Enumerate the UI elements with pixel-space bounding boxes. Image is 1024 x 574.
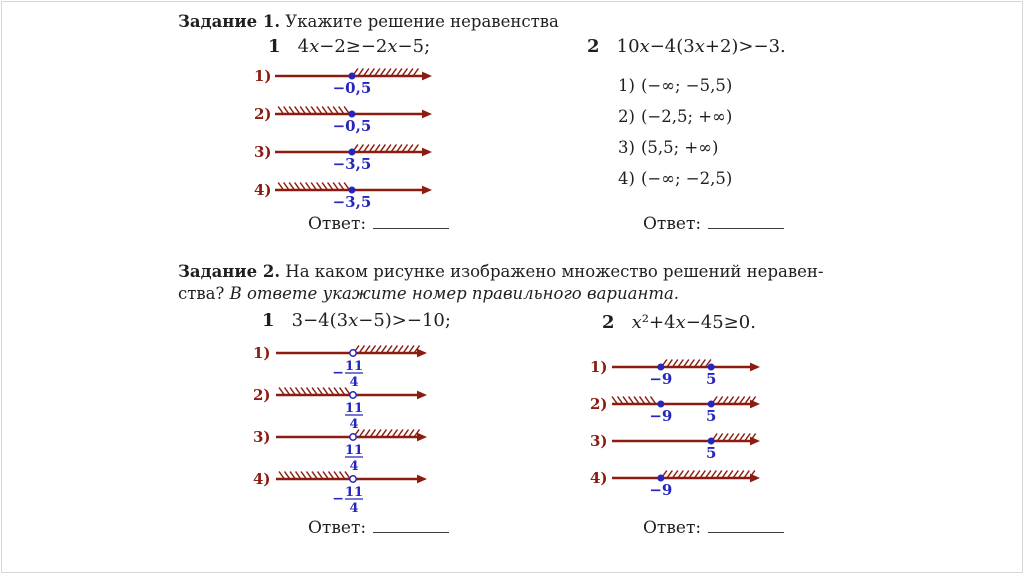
hatch-tick xyxy=(387,430,392,437)
hatch-tick xyxy=(369,145,374,152)
number-line-row-1 xyxy=(250,344,450,388)
hatch-tick xyxy=(296,388,301,395)
hatch-tick xyxy=(365,346,370,353)
option-4 xyxy=(618,163,732,194)
task1-problem2-options xyxy=(618,70,732,194)
hatch-tick xyxy=(695,360,700,367)
task2-problem2-answer-label: Ответ: xyxy=(643,518,702,538)
hatch-tick xyxy=(734,434,739,441)
hatch-tick xyxy=(386,145,391,152)
hatch-tick xyxy=(711,471,716,478)
hatch-tick xyxy=(689,471,694,478)
hatch-tick xyxy=(364,145,369,152)
hatch-tick xyxy=(722,471,727,478)
task2-problem1-answer-label: Ответ: xyxy=(308,518,367,538)
hatch-tick xyxy=(397,145,402,152)
arrowhead-icon xyxy=(417,349,427,358)
hatch-tick xyxy=(345,472,350,479)
hatch-tick xyxy=(371,430,376,437)
hatch-tick xyxy=(612,397,617,404)
number-line-row-3 xyxy=(250,428,450,472)
hatch-tick xyxy=(284,107,289,114)
point-label: −0,5 xyxy=(332,79,372,97)
hatch-tick xyxy=(640,397,645,404)
fraction-sign: − xyxy=(332,491,345,507)
hatch-tick xyxy=(667,471,672,478)
hatch-tick xyxy=(700,360,705,367)
hatch-tick xyxy=(404,430,409,437)
number-line-row-2 xyxy=(251,100,451,140)
task1-problem2-answer xyxy=(643,213,784,234)
hatch-tick xyxy=(744,471,749,478)
hatch-tick xyxy=(295,107,300,114)
hatch-tick xyxy=(629,397,634,404)
option-1-text: (−∞; −5,5) xyxy=(640,76,733,95)
hatch-tick xyxy=(380,69,385,76)
number-line-row-1 xyxy=(251,62,451,102)
hatch-tick xyxy=(382,346,387,353)
task2-heading xyxy=(178,261,823,304)
option-3-label: 3) xyxy=(618,138,635,157)
option-2 xyxy=(618,101,732,132)
fraction-numerator: 11 xyxy=(344,485,364,500)
hatch-tick xyxy=(718,397,723,404)
hatch-tick xyxy=(408,69,413,76)
hatch-tick xyxy=(734,397,739,404)
task1-problem2-equation xyxy=(587,36,786,57)
task1-problem1-answer-label: Ответ: xyxy=(308,214,367,234)
number-line-row-3 xyxy=(588,430,773,467)
arrowhead-icon xyxy=(422,72,432,81)
row-label: 2) xyxy=(253,386,271,404)
point-label: 5 xyxy=(705,370,717,388)
hatch-tick xyxy=(718,434,723,441)
hatch-tick xyxy=(729,434,734,441)
row-label: 3) xyxy=(254,143,272,161)
hatch-tick xyxy=(634,397,639,404)
hatch-tick xyxy=(409,346,414,353)
hatch-tick xyxy=(618,397,623,404)
task1-heading-number: Задание 1. xyxy=(178,12,281,31)
option-2-text: (−2,5; +∞) xyxy=(640,107,733,126)
option-2-label: 2) xyxy=(618,107,635,126)
row-label: 2) xyxy=(590,395,608,413)
open-point-marker xyxy=(350,434,356,440)
hatch-tick xyxy=(729,397,734,404)
hatch-tick xyxy=(279,388,284,395)
number-line-row-2 xyxy=(250,386,450,430)
hatch-tick xyxy=(375,145,380,152)
task2-heading-text-line2: ства? xyxy=(178,283,230,303)
hatch-tick xyxy=(745,397,750,404)
hatch-tick xyxy=(312,472,317,479)
hatch-tick xyxy=(364,69,369,76)
hatch-tick xyxy=(333,107,338,114)
option-3 xyxy=(618,132,732,163)
hatch-tick xyxy=(334,472,339,479)
hatch-tick xyxy=(678,471,683,478)
hatch-tick xyxy=(413,69,418,76)
hatch-tick xyxy=(689,360,694,367)
nl-group-t2p1 xyxy=(250,344,450,516)
task2-problem1-answer xyxy=(308,517,449,538)
point-label: 5 xyxy=(705,407,717,425)
hatch-tick xyxy=(391,145,396,152)
hatch-tick xyxy=(728,471,733,478)
hatch-tick xyxy=(340,388,345,395)
hatch-tick xyxy=(339,183,344,190)
hatch-tick xyxy=(387,346,392,353)
task1-problem2-number: 2 xyxy=(587,36,600,57)
hatch-tick xyxy=(391,69,396,76)
task2-problem2-number: 2 xyxy=(602,312,615,333)
task2-heading-text-line1: На каком рисунке изображено множество решений неравен- xyxy=(280,262,824,281)
hatch-tick xyxy=(328,183,333,190)
task1-problem1-number: 1 xyxy=(268,36,281,57)
task1-problem2-answer-blank[interactable] xyxy=(708,213,784,229)
arrowhead-icon xyxy=(422,110,432,119)
hatch-tick xyxy=(290,472,295,479)
hatch-tick xyxy=(740,434,745,441)
hatch-tick xyxy=(623,397,628,404)
hatch-tick xyxy=(365,430,370,437)
point-label: −9 xyxy=(649,481,673,499)
task2-heading-number: Задание 2. xyxy=(178,262,281,281)
fraction-denominator: 4 xyxy=(349,501,359,516)
hatch-tick xyxy=(340,472,345,479)
task2-heading-text-italic: В ответе укажите номер правильного варианта. xyxy=(229,283,680,303)
hatch-tick xyxy=(402,145,407,152)
nl-group-t2p2 xyxy=(588,356,773,504)
option-1 xyxy=(618,70,732,101)
fraction-numerator: 11 xyxy=(344,359,364,374)
hatch-tick xyxy=(404,346,409,353)
open-point-marker xyxy=(350,476,356,482)
task1-problem2-expression: 10x−4(3x+2)>−3. xyxy=(616,36,786,57)
task1-problem1-answer xyxy=(308,213,449,234)
hatch-tick xyxy=(358,145,363,152)
row-label: 1) xyxy=(590,358,608,376)
hatch-tick xyxy=(323,388,328,395)
hatch-tick xyxy=(290,388,295,395)
point-label: 5 xyxy=(705,444,717,462)
hatch-tick xyxy=(375,69,380,76)
hatch-tick xyxy=(306,183,311,190)
hatch-tick xyxy=(295,183,300,190)
fraction-denominator: 4 xyxy=(349,375,359,390)
hatch-tick xyxy=(333,183,338,190)
fraction-denominator: 4 xyxy=(349,459,359,474)
number-line-row-1 xyxy=(588,356,773,393)
task2-problem1-answer-blank[interactable] xyxy=(373,517,449,533)
hatch-tick xyxy=(398,346,403,353)
arrowhead-icon xyxy=(417,391,427,400)
hatch-tick xyxy=(329,388,334,395)
hatch-tick xyxy=(318,472,323,479)
option-3-text: (5,5; +∞) xyxy=(640,138,719,157)
hatch-tick xyxy=(307,388,312,395)
hatch-tick xyxy=(323,472,328,479)
task2-problem2-answer xyxy=(643,517,784,538)
row-label: 4) xyxy=(254,181,272,199)
row-label: 3) xyxy=(590,432,608,450)
task1-heading xyxy=(178,11,559,33)
hatch-tick xyxy=(339,107,344,114)
row-label: 2) xyxy=(254,105,272,123)
option-1-label: 1) xyxy=(618,76,635,95)
task2-problem2-answer-blank[interactable] xyxy=(708,517,784,533)
hatch-tick xyxy=(645,397,650,404)
task2-problem2-equation xyxy=(602,312,756,333)
point-label: −9 xyxy=(649,407,673,425)
number-line-row-2 xyxy=(588,393,773,430)
hatch-tick xyxy=(695,471,700,478)
row-label: 1) xyxy=(254,67,272,85)
option-4-label: 4) xyxy=(618,169,635,188)
arrowhead-icon xyxy=(750,437,760,446)
open-point-marker xyxy=(350,392,356,398)
hatch-tick xyxy=(301,388,306,395)
hatch-tick xyxy=(328,107,333,114)
arrowhead-icon xyxy=(422,148,432,157)
hatch-tick xyxy=(279,472,284,479)
hatch-tick xyxy=(740,397,745,404)
hatch-tick xyxy=(317,107,322,114)
point-label: −3,5 xyxy=(332,193,372,211)
arrowhead-icon xyxy=(417,475,427,484)
row-label: 4) xyxy=(590,469,608,487)
task2-problem1-number: 1 xyxy=(262,310,275,331)
task1-problem1-equation xyxy=(268,36,430,57)
number-line-row-4 xyxy=(251,176,451,216)
hatch-tick xyxy=(380,145,385,152)
hatch-tick xyxy=(360,430,365,437)
hatch-tick xyxy=(376,430,381,437)
hatch-tick xyxy=(278,107,283,114)
hatch-tick xyxy=(334,388,339,395)
task2-problem2-expression: x²+4x−45≥0. xyxy=(631,312,756,333)
hatch-tick xyxy=(739,471,744,478)
hatch-tick xyxy=(285,388,290,395)
hatch-tick xyxy=(700,471,705,478)
hatch-tick xyxy=(344,107,349,114)
hatch-tick xyxy=(673,471,678,478)
hatch-tick xyxy=(300,107,305,114)
hatch-tick xyxy=(317,183,322,190)
arrowhead-icon xyxy=(750,363,760,372)
hatch-tick xyxy=(306,107,311,114)
hatch-tick xyxy=(382,430,387,437)
fraction-sign: − xyxy=(332,365,345,381)
hatch-tick xyxy=(393,430,398,437)
point-label: −3,5 xyxy=(332,155,372,173)
hatch-tick xyxy=(307,472,312,479)
hatch-tick xyxy=(684,360,689,367)
hatch-tick xyxy=(408,145,413,152)
hatch-tick xyxy=(344,183,349,190)
number-line-row-4 xyxy=(250,470,450,514)
hatch-tick xyxy=(312,388,317,395)
hatch-tick xyxy=(371,346,376,353)
nl-group-t1p1 xyxy=(251,62,451,214)
hatch-tick xyxy=(402,69,407,76)
open-point-marker xyxy=(350,350,356,356)
hatch-tick xyxy=(301,472,306,479)
task2-problem1-equation xyxy=(262,310,451,331)
hatch-tick xyxy=(678,360,683,367)
row-label: 3) xyxy=(253,428,271,446)
hatch-tick xyxy=(386,69,391,76)
hatch-tick xyxy=(706,471,711,478)
hatch-tick xyxy=(723,434,728,441)
fraction-numerator: 11 xyxy=(344,443,364,458)
hatch-tick xyxy=(345,388,350,395)
hatch-tick xyxy=(673,360,678,367)
arrowhead-icon xyxy=(422,186,432,195)
point-label: −0,5 xyxy=(332,117,372,135)
task1-heading-text: Укажите решение неравенства xyxy=(280,12,559,31)
hatch-tick xyxy=(285,472,290,479)
hatch-tick xyxy=(413,145,418,152)
option-4-text: (−∞; −2,5) xyxy=(640,169,733,188)
hatch-tick xyxy=(296,472,301,479)
hatch-tick xyxy=(289,183,294,190)
hatch-tick xyxy=(409,430,414,437)
hatch-tick xyxy=(318,388,323,395)
hatch-tick xyxy=(300,183,305,190)
arrowhead-icon xyxy=(417,433,427,442)
hatch-tick xyxy=(651,397,656,404)
hatch-tick xyxy=(667,360,672,367)
hatch-tick xyxy=(369,69,374,76)
hatch-tick xyxy=(322,107,327,114)
number-line-row-3 xyxy=(251,138,451,178)
task1-problem2-answer-label: Ответ: xyxy=(643,214,702,234)
task2-problem1-expression: 3−4(3x−5)>−10; xyxy=(291,310,451,331)
hatch-tick xyxy=(322,183,327,190)
hatch-tick xyxy=(329,472,334,479)
point-label: −9 xyxy=(649,370,673,388)
fraction-denominator: 4 xyxy=(349,417,359,432)
row-label: 1) xyxy=(253,344,271,362)
hatch-tick xyxy=(360,346,365,353)
hatch-tick xyxy=(745,434,750,441)
hatch-tick xyxy=(284,183,289,190)
hatch-tick xyxy=(723,397,728,404)
row-label: 4) xyxy=(253,470,271,488)
hatch-tick xyxy=(311,107,316,114)
hatch-tick xyxy=(733,471,738,478)
hatch-tick xyxy=(398,430,403,437)
task1-problem1-expression: 4x−2≥−2x−5; xyxy=(297,36,431,57)
hatch-tick xyxy=(311,183,316,190)
hatch-tick xyxy=(684,471,689,478)
fraction-numerator: 11 xyxy=(344,401,364,416)
hatch-tick xyxy=(397,69,402,76)
hatch-tick xyxy=(358,69,363,76)
hatch-tick xyxy=(393,346,398,353)
hatch-tick xyxy=(289,107,294,114)
task1-problem1-answer-blank[interactable] xyxy=(373,213,449,229)
hatch-tick xyxy=(278,183,283,190)
arrowhead-icon xyxy=(750,400,760,409)
hatch-tick xyxy=(376,346,381,353)
number-line-row-4 xyxy=(588,467,773,504)
hatch-tick xyxy=(717,471,722,478)
